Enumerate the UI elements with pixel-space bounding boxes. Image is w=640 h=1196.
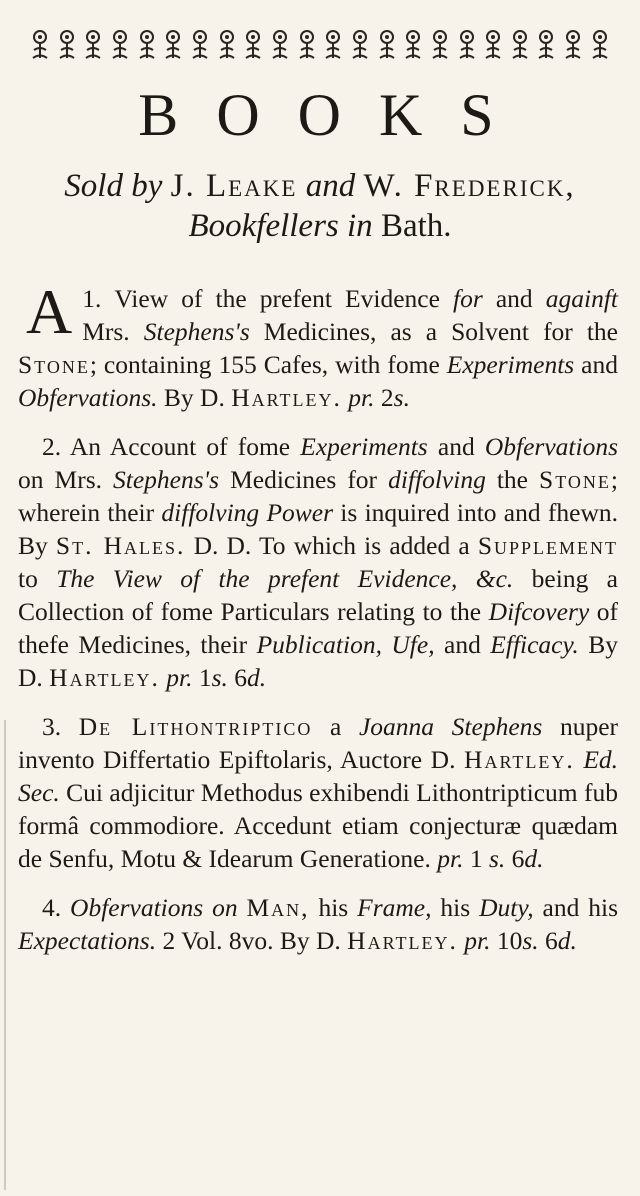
- entry-text: Ed. Sec.: [18, 745, 619, 807]
- entry-text: pr.: [348, 383, 375, 412]
- entry-text: Obfervations.: [18, 383, 158, 412]
- ornament-flower-icon: [57, 28, 77, 62]
- entry-text: ; wherein their: [18, 465, 618, 527]
- entry-text: De Lithontriptico: [78, 712, 313, 741]
- book-entry: [18, 430, 618, 694]
- entry-text: d.: [557, 926, 577, 955]
- entry-text: Publication, Ufe,: [256, 630, 435, 659]
- bookseller-frederick: W. Frederick,: [363, 168, 576, 204]
- entry-number: 4.: [42, 893, 62, 922]
- entry-text: 6: [538, 926, 558, 955]
- sold-by-text: Sold by: [64, 168, 163, 204]
- entry-text: s.: [211, 663, 228, 692]
- scan-margin-line: [4, 720, 6, 1190]
- ornament-border: [30, 26, 610, 64]
- entry-text: s.: [393, 383, 410, 412]
- entry-text: Obfervations: [484, 432, 619, 461]
- entry-text: Obfervations on: [70, 893, 238, 922]
- entry-text: The View of the prefent Evidence, &c.: [56, 564, 514, 593]
- book-entry: [18, 276, 618, 414]
- entry-text: is inquired into and fhewn. By: [18, 498, 619, 560]
- entry-text: and: [574, 350, 618, 379]
- imprint: [0, 166, 640, 246]
- entry-text: Hartley.: [49, 663, 160, 692]
- entry-text: 6: [505, 844, 525, 873]
- page-title: BOOKS: [138, 82, 532, 148]
- entry-text: Hartley.: [231, 383, 342, 412]
- entry-text: s.: [488, 844, 506, 873]
- ornament-flower-icon: [83, 28, 103, 62]
- ornament-flower-icon: [563, 28, 583, 62]
- ornament-flower-icon: [483, 28, 503, 62]
- entry-text: Difcovery: [488, 597, 590, 626]
- entry-text: Mrs.: [82, 317, 144, 346]
- ornament-flower-icon: [217, 28, 237, 62]
- ornament-flower-icon: [430, 28, 450, 62]
- entry-text: [238, 893, 247, 922]
- ornament-flower-icon: [350, 28, 370, 62]
- entry-text: pr.: [437, 844, 464, 873]
- entry-number: 3.: [42, 712, 62, 741]
- entry-text: Hartley.: [464, 745, 575, 774]
- entry-text: and: [482, 284, 546, 313]
- entry-text: Hartley.: [347, 926, 458, 955]
- and-text: and: [305, 168, 356, 204]
- ornament-flower-icon: [457, 28, 477, 62]
- entry-text: View of the prefent Evidence: [114, 284, 453, 313]
- book-entry: [18, 891, 618, 957]
- imprint-line-2: [0, 206, 640, 246]
- bookseller-leake: J. Leake: [170, 168, 298, 204]
- entry-text: Supplement: [477, 531, 619, 560]
- book-entry: [18, 710, 618, 875]
- entry-text: diffolving Power: [161, 498, 334, 527]
- place-text: Bath.: [380, 208, 452, 244]
- entry-text: s.: [522, 926, 539, 955]
- entry-text: 2: [374, 383, 394, 412]
- entry-text: Duty,: [479, 893, 534, 922]
- entry-text: his: [431, 893, 480, 922]
- entry-text: pr.: [166, 663, 193, 692]
- entry-text: pr.: [464, 926, 491, 955]
- entry-text: 1: [192, 663, 212, 692]
- entry-text: An Account of fome: [69, 432, 301, 461]
- entry-text: Stephens's: [143, 317, 250, 346]
- entry-text: Stephens's: [113, 465, 220, 494]
- ornament-flower-icon: [163, 28, 183, 62]
- entry-text: 2 Vol. 8vo. By D.: [156, 926, 348, 955]
- entry-text: diffolving: [388, 465, 486, 494]
- drop-cap: A: [26, 276, 73, 347]
- ornament-flower-icon: [297, 28, 317, 62]
- entry-text: d.: [247, 663, 267, 692]
- entry-text: Efficacy.: [490, 630, 579, 659]
- entry-text: of thefe Medicines, their: [18, 597, 618, 659]
- entry-text: and: [434, 630, 491, 659]
- entry-text: on Mrs.: [18, 465, 114, 494]
- entry-text: Expectations.: [18, 926, 157, 955]
- entry-text: St. Hales.: [55, 531, 186, 560]
- entry-text: Stone: [539, 465, 611, 494]
- entry-text: Medicines for: [219, 465, 389, 494]
- entry-text: nuper invento Differtatio Epiftolaris, Auctore D.: [18, 712, 619, 774]
- entry-text: Medicines, as a Solvent for the: [249, 317, 618, 346]
- book-list: [18, 276, 619, 973]
- entry-text: Man,: [246, 893, 310, 922]
- entry-text: Joanna Stephens: [358, 712, 543, 741]
- entry-number: 2.: [42, 432, 62, 461]
- ornament-flower-icon: [190, 28, 210, 62]
- ornament-flower-icon: [323, 28, 343, 62]
- entry-text: his: [309, 893, 358, 922]
- entry-text: Cui adjicitur Methodus exhibendi Lithontripticum fub formâ commodiore. Accedunt etiam conjecturæ quædam de Senfu, Motu & Idearum Generatione.: [18, 778, 618, 873]
- entry-text: D. D. To which is added a: [185, 531, 478, 560]
- ornament-flower-icon: [270, 28, 290, 62]
- ornament-flower-icon: [590, 28, 610, 62]
- booksellers-text: Bookfellers: [188, 208, 339, 244]
- ornament-flower-icon: [510, 28, 530, 62]
- entry-text: Frame,: [357, 893, 432, 922]
- entry-text: 6: [227, 663, 248, 692]
- entry-text: againft: [545, 284, 618, 313]
- ornament-flower-icon: [377, 28, 397, 62]
- entry-text: and his: [533, 893, 618, 922]
- ornament-flower-icon: [243, 28, 263, 62]
- entry-text: being a Collection of fome Particulars relating to the: [18, 564, 618, 626]
- entry-text: the: [485, 465, 540, 494]
- entry-text: to: [18, 564, 57, 593]
- entry-text: Experiments: [300, 432, 428, 461]
- entry-text: and: [427, 432, 485, 461]
- entry-text: 10: [490, 926, 523, 955]
- entry-text: a: [312, 712, 359, 741]
- entry-text: By D.: [18, 630, 618, 692]
- entry-text: 1: [463, 844, 489, 873]
- entry-text: d.: [524, 844, 544, 873]
- entry-number: 1.: [82, 284, 102, 313]
- entry-text: Experiments: [446, 350, 575, 379]
- entry-text: ; containing 155 Cafes, with fome: [89, 350, 447, 379]
- ornament-flower-icon: [536, 28, 556, 62]
- entry-text: By D.: [157, 383, 232, 412]
- entry-text: for: [452, 284, 483, 313]
- ornament-flower-icon: [403, 28, 423, 62]
- imprint-line-1: [0, 166, 640, 206]
- in-text: in: [347, 208, 373, 244]
- ornament-flower-icon: [110, 28, 130, 62]
- ornament-flower-icon: [30, 28, 50, 62]
- ornament-flower-icon: [137, 28, 157, 62]
- entry-text: Stone: [18, 350, 90, 379]
